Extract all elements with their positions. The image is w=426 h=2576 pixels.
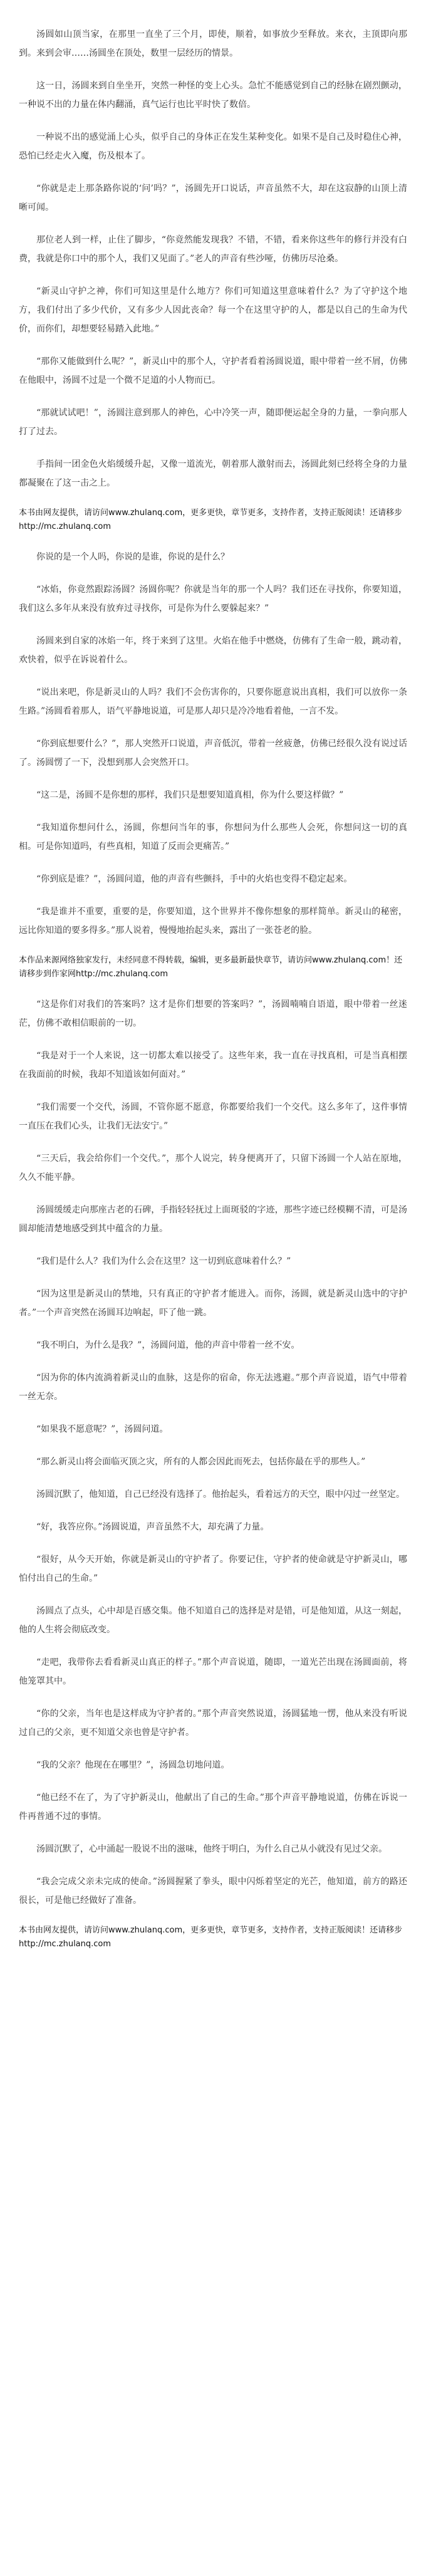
- story-paragraph: “好，我答应你。”汤圆说道，声音虽然不大，却充满了力量。: [36, 1522, 269, 1532]
- story-paragraph: “我知道你想问什么，汤圆，你想问当年的事，你想问为什么那些人会死，你想问这一切的真相。可是你知道吗，有些真相，知道了反而会更痛苦。”: [19, 823, 407, 852]
- story-paragraph: “他已经不在了，为了守护新灵山，他献出了自己的生命。”那个声音平静地说道，仿佛在诉说一件再普通不过的事情。: [19, 1793, 407, 1822]
- story-paragraph: “因为这里是新灵山的禁地，只有真正的守护者才能进入。而你，汤圆，就是新灵山选中的守护者。”一个声音突然在汤圆耳边响起，吓了他一跳。: [19, 1289, 407, 1318]
- site-notice-1: 本书由网友提供，请访问www.zhulanq.com，更多更快，章节更多，支持作者，支持正版阅读！还请移步http://mc.zhulanq.com: [19, 508, 403, 531]
- story-paragraph: “你就是走上那条路你说的‘问’吗？”，汤圆先开口说话，声音虽然不大，却在这寂静的山顶上清晰可闻。: [19, 184, 407, 212]
- chapter-section-3: [19, 995, 407, 1910]
- story-paragraph: “如果我不愿意呢？”，汤圆问道。: [36, 1424, 169, 1434]
- story-paragraph: “这二是，汤圆不是你想的那样，我们只是想要知道真相，你为什么要这样做？”: [36, 790, 344, 800]
- story-paragraph: 汤圆沉默了，心中涌起一股说不出的滋味，他终于明白，为什么自己从小就没有见过父亲。: [36, 1844, 387, 1854]
- story-paragraph: 手指间一团金色火焰缓缓升起，又像一道流光，朝着那人激射而去，汤圆此刻已经将全身的力量都凝聚在了这一击之上。: [19, 459, 407, 488]
- story-paragraph: “你到底是谁？”，汤圆问道，他的声音有些颤抖，手中的火焰也变得不稳定起来。: [36, 874, 353, 884]
- story-paragraph: “你的父亲，当年也是这样成为守护者的。”那个声音突然说道，汤圆猛地一愣，他从来没有听说过自己的父亲，更不知道父亲也曾是守护者。: [19, 1709, 407, 1738]
- story-paragraph: “说出来吧，你是新灵山的人吗？我们不会伤害你的，只要你愿意说出真相，我们可以放你一条生路。”汤圆看着那人，语气平静地说道，可是那人却只是冷冷地看着他，一言不发。: [19, 687, 407, 716]
- site-notice-2: 本作品来源网络独家发行，未经同意不得转载，编辑，更多最新最快章节，请访问www.zhulanq.com！还请移步到作家网http://mc.zhulanq.com: [19, 956, 403, 979]
- story-paragraph: “那你又能做到什么呢？”，新灵山中的那个人，守护者看着汤圆说道，眼中带着一丝不屑，仿佛在他眼中，汤圆不过是一个微不足道的小人物而已。: [19, 357, 407, 385]
- story-paragraph: “我们需要一个交代，汤圆，不管你愿不愿意，你都要给我们一个交代。这么多年了，这件事情一直压在我们心头，让我们无法安宁。”: [19, 1102, 407, 1131]
- story-paragraph: “新灵山守护之神，你们可知这里是什么地方？你们可知道这里意味着什么？为了守护这个地方，我们付出了多少代价，又有多少人因此丧命？每一个在这里守护的人，都是以自己的生命为代价，而你们，却想要轻易踏入此地。”: [19, 286, 407, 334]
- story-paragraph: 汤圆缓缓走向那座古老的石碑，手指轻轻抚过上面斑驳的字迹，那些字迹已经模糊不清，可是汤圆却能清楚地感受到其中蕴含的力量。: [19, 1205, 407, 1234]
- story-paragraph: “我的父亲？他现在在哪里？”，汤圆急切地问道。: [36, 1760, 230, 1770]
- story-paragraph: “三天后，我会给你们一个交代。”，那个人说完，转身便离开了，只留下汤圆一个人站在原地，久久不能平静。: [19, 1154, 407, 1182]
- story-paragraph: “我们是什么人？我们为什么会在这里？这一切到底意味着什么？”: [36, 1256, 291, 1266]
- story-paragraph: 一种说不出的感觉涌上心头，似乎自己的身体正在发生某种变化。如果不是自己及时稳住心神，恐怕已经走火入魔，伤及根本了。: [19, 132, 407, 161]
- story-paragraph: 汤圆如山顶当家，在那里一直坐了三个月，即使，顺着，如事放少至释放。来衣，主顶即向那到。来到会审……汤圆坐在顶处，数里一层经历的情景。: [19, 29, 407, 58]
- story-paragraph: “我不明白，为什么是我？”，汤圆问道，他的声音中带着一丝不安。: [36, 1340, 300, 1350]
- story-paragraph: 你说的是一个人吗，你说的是谁，你说的是什么？: [36, 552, 229, 562]
- story-paragraph: 汤圆点了点头，心中却是百感交集。他不知道自己的选择是对是错，可是他知道，从这一刻起，他的人生将会彻底改变。: [19, 1606, 407, 1635]
- story-paragraph: “这是你们对我们的答案吗？这才是你们想要的答案吗？”，汤圆喃喃自语道，眼中带着一丝迷茫，仿佛不敢相信眼前的一切。: [19, 999, 407, 1028]
- story-paragraph: “我是谁并不重要，重要的是，你要知道，这个世界并不像你想象的那样简单。新灵山的秘密，远比你知道的要多得多。”那人说着，慢慢地抬起头来，露出了一张苍老的脸。: [19, 907, 407, 936]
- site-notice-3: 本书由网友提供，请访问www.zhulanq.com，更多更快，章节更多，支持作者，支持正版阅读！还请移步http://mc.zhulanq.com: [19, 1926, 403, 1949]
- story-paragraph: 那位老人到一样，止住了脚步，“你竟然能发现我？不错，不错，看来你这些年的修行并没有白费，我就是你口中的那个人，我们又见面了。”老人的声音有些沙哑，仿佛历尽沧桑。: [19, 235, 407, 264]
- chapter-section-1: [19, 25, 407, 493]
- story-paragraph: “你到底想要什么？”，那人突然开口说道，声音低沉，带着一丝疲惫，仿佛已经很久没有说过话了。汤圆愣了一下，没想到那人会突然开口。: [19, 739, 407, 768]
- story-paragraph: “冰焰，你竟然跟踪汤圆？汤圆你呢？你就是当年的那一个人吗？我们还在寻找你，你要知道，我们这么多年从来没有放弃过寻找你，可是你为什么要躲起来？”: [19, 585, 407, 613]
- chapter-section-2: [19, 548, 407, 940]
- story-paragraph: “因为你的体内流淌着新灵山的血脉，这是你的宿命，你无法逃避。”那个声音说道，语气中带着一丝无奈。: [19, 1373, 407, 1402]
- story-paragraph: “我会完成父亲未完成的使命。”汤圆握紧了拳头，眼中闪烁着坚定的光芒，他知道，前方的路还很长，可是他已经做好了准备。: [19, 1877, 407, 1906]
- story-paragraph: 汤圆沉默了，他知道，自己已经没有选择了。他抬起头，看着远方的天空，眼中闪过一丝坚定。: [36, 1489, 405, 1499]
- story-paragraph: “很好，从今天开始，你就是新灵山的守护者了。你要记住，守护者的使命就是守护新灵山，哪怕付出自己的生命。”: [19, 1555, 407, 1583]
- story-paragraph: “走吧，我带你去看看新灵山真正的样子。”那个声音说道，随即，一道光芒出现在汤圆面前，将他笼罩其中。: [19, 1657, 407, 1686]
- story-paragraph: “我是对于一个人来说，这一切都太难以接受了。这些年来，我一直在寻找真相，可是当真相摆在我面前的时候，我却不知道该如何面对。”: [19, 1051, 407, 1080]
- story-paragraph: “那就试试吧！”，汤圆注意到那人的神色，心中冷笑一声，随即便运起全身的力量，一拳向那人打了过去。: [19, 408, 407, 437]
- story-paragraph: 这一日，汤圆来到自坐坐开，突然一种怪的变上心头。急忙不能感觉到自己的经脉在剧烈颤动，一种说不出的力量在体内翻涌，真气运行也比平时快了数倍。: [19, 81, 407, 110]
- story-paragraph: “那么新灵山将会面临灭顶之灾，所有的人都会因此而死去，包括你最在乎的那些人。”: [36, 1457, 366, 1467]
- story-paragraph: 汤圆来到自家的冰焰一年，终于来到了这里。火焰在他手中燃烧，仿佛有了生命一般，跳动着，欢快着，似乎在诉说着什么。: [19, 636, 407, 665]
